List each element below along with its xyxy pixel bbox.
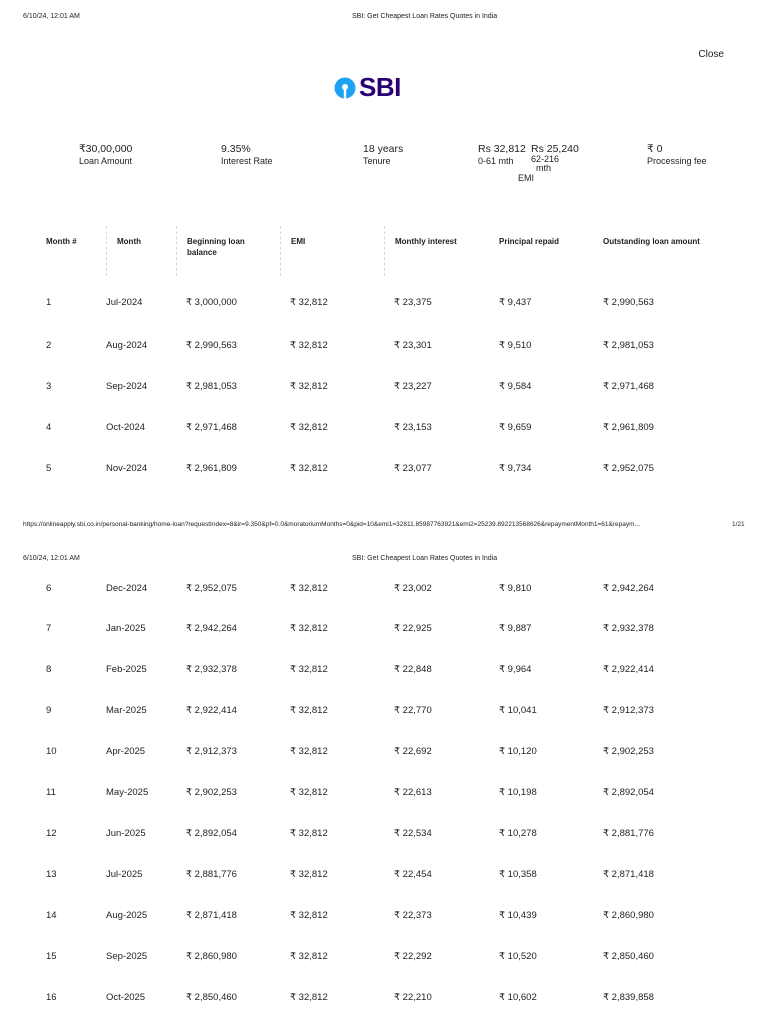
cell-outstanding: ₹ 2,902,253 — [603, 746, 654, 757]
cell-beginning-balance: ₹ 3,000,000 — [186, 297, 237, 308]
cell-emi: ₹ 32,812 — [290, 582, 328, 594]
cell-principal-repaid: ₹ 9,437 — [499, 297, 532, 308]
cell-principal-repaid: ₹ 10,602 — [499, 992, 537, 1003]
cell-month: Jul-2024 — [106, 297, 143, 308]
cell-emi: ₹ 32,812 — [290, 746, 328, 757]
col-header-monthly-interest: Monthly interest — [384, 226, 489, 276]
cell-month-number: 15 — [46, 951, 57, 962]
col-header-beginning-balance: Beginning loan balance — [176, 226, 246, 276]
tenure-label: Tenure — [363, 156, 391, 166]
cell-month: Mar-2025 — [106, 705, 147, 716]
cell-monthly-interest: ₹ 23,077 — [394, 463, 432, 474]
cell-beginning-balance: ₹ 2,881,776 — [186, 869, 237, 880]
cell-month: Aug-2024 — [106, 340, 148, 351]
cell-principal-repaid: ₹ 10,358 — [499, 869, 537, 880]
cell-month: Jul-2025 — [106, 869, 143, 880]
cell-month: Sep-2025 — [106, 951, 148, 962]
cell-month: Jan-2025 — [106, 623, 146, 634]
table-row — [0, 649, 768, 690]
row-spacer — [0, 813, 46, 854]
row-spacer — [0, 936, 46, 977]
cell-month: May-2025 — [106, 787, 149, 798]
cell-beginning-balance: ₹ 2,871,418 — [186, 910, 237, 921]
row-spacer — [0, 568, 46, 608]
print-page-number: 1/21 — [732, 521, 745, 528]
cell-emi: ₹ 32,812 — [290, 340, 328, 351]
print-footer-url: https://onlineapply.sbi.co.in/personal-banking/home-loan?requestIndex=8&ir=9.350&pf=0.0&moratoriumMonths=0&pid=10&emi1=32811.85987763921&emi2=25239.892213568626&repaymentMonth1=61&repaym... — [23, 521, 640, 528]
cell-emi: ₹ 32,812 — [290, 297, 328, 308]
table-header-row — [0, 226, 768, 280]
loan-amount-summary — [79, 143, 132, 167]
row-spacer — [0, 366, 46, 407]
cell-month: Oct-2024 — [106, 422, 146, 433]
emi-1-summary — [478, 143, 526, 167]
row-spacer — [0, 977, 46, 1018]
cell-principal-repaid: ₹ 10,278 — [499, 828, 537, 839]
cell-month-number: 7 — [46, 623, 52, 634]
table-row — [0, 690, 768, 731]
cell-month-number: 9 — [46, 705, 52, 716]
cell-month-number: 6 — [46, 582, 52, 594]
cell-monthly-interest: ₹ 23,227 — [394, 381, 432, 392]
cell-emi: ₹ 32,812 — [290, 664, 328, 675]
print-datetime: 6/10/24, 12:01 AM — [23, 13, 80, 20]
cell-monthly-interest: ₹ 22,534 — [394, 828, 432, 839]
table-row — [0, 772, 768, 813]
cell-month-number: 14 — [46, 910, 57, 921]
interest-rate-label: Interest Rate — [221, 156, 273, 166]
cell-month-number: 13 — [46, 869, 57, 880]
cell-outstanding: ₹ 2,871,418 — [603, 869, 654, 880]
cell-monthly-interest: ₹ 22,292 — [394, 951, 432, 962]
emi-2-summary — [531, 143, 579, 173]
cell-outstanding: ₹ 2,932,378 — [603, 623, 654, 634]
cell-beginning-balance: ₹ 2,971,468 — [186, 422, 237, 433]
cell-monthly-interest: ₹ 22,210 — [394, 992, 432, 1003]
cell-beginning-balance: ₹ 2,912,373 — [186, 746, 237, 757]
cell-monthly-interest: ₹ 23,375 — [394, 297, 432, 308]
cell-monthly-interest: ₹ 22,613 — [394, 787, 432, 798]
cell-monthly-interest: ₹ 22,454 — [394, 869, 432, 880]
cell-outstanding: ₹ 2,912,373 — [603, 705, 654, 716]
table-row — [0, 608, 768, 649]
cell-principal-repaid: ₹ 10,041 — [499, 705, 537, 716]
cell-beginning-balance: ₹ 2,850,460 — [186, 992, 237, 1003]
cell-outstanding: ₹ 2,922,414 — [603, 664, 654, 675]
tenure-value: 18 years — [363, 143, 404, 155]
cell-beginning-balance: ₹ 2,860,980 — [186, 951, 237, 962]
cell-month-number: 1 — [46, 297, 52, 308]
cell-monthly-interest: ₹ 23,002 — [394, 582, 432, 594]
cell-month-number: 2 — [46, 340, 52, 351]
cell-month: Aug-2025 — [106, 910, 148, 921]
close-button[interactable]: Close — [698, 49, 724, 60]
cell-emi: ₹ 32,812 — [290, 463, 328, 474]
cell-outstanding: ₹ 2,961,809 — [603, 422, 654, 433]
cell-beginning-balance: ₹ 2,902,253 — [186, 787, 237, 798]
col-header-principal-repaid: Principal repaid — [499, 237, 560, 246]
cell-month: Sep-2024 — [106, 381, 148, 392]
cell-emi: ₹ 32,812 — [290, 787, 328, 798]
cell-principal-repaid: ₹ 9,510 — [499, 340, 532, 351]
row-spacer — [0, 772, 46, 813]
table-row — [0, 895, 768, 936]
cell-principal-repaid: ₹ 10,198 — [499, 787, 537, 798]
row-spacer — [0, 448, 46, 489]
cell-monthly-interest: ₹ 23,301 — [394, 340, 432, 351]
cell-emi: ₹ 32,812 — [290, 705, 328, 716]
sbi-keyhole-icon — [334, 77, 356, 99]
cell-month: Feb-2025 — [106, 664, 147, 675]
cell-emi: ₹ 32,812 — [290, 381, 328, 392]
cell-emi: ₹ 32,812 — [290, 910, 328, 921]
cell-month: Oct-2025 — [106, 992, 146, 1003]
col-header-month: Month — [106, 226, 176, 276]
row-spacer — [0, 731, 46, 772]
cell-emi: ₹ 32,812 — [290, 951, 328, 962]
cell-month-number: 10 — [46, 746, 57, 757]
table-row — [0, 854, 768, 895]
table-row — [0, 568, 768, 608]
cell-month: Jun-2025 — [106, 828, 146, 839]
loan-amount-value: ₹30,00,000 — [79, 143, 133, 155]
cell-month-number: 4 — [46, 422, 52, 433]
table-row — [0, 325, 768, 366]
emi-2-value: Rs 25,240 — [531, 143, 579, 155]
interest-rate-value: 9.35% — [221, 143, 251, 155]
cell-principal-repaid: ₹ 9,584 — [499, 381, 532, 392]
col-header-emi: EMI — [280, 226, 384, 276]
cell-month-number: 11 — [46, 787, 56, 798]
table-row — [0, 366, 768, 407]
table-row — [0, 813, 768, 854]
table-row — [0, 280, 768, 325]
amortization-table-page-2 — [0, 568, 768, 1018]
table-row — [0, 731, 768, 772]
cell-principal-repaid: ₹ 10,120 — [499, 746, 537, 757]
processing-fee-label: Processing fee — [647, 156, 707, 166]
cell-outstanding: ₹ 2,892,054 — [603, 787, 654, 798]
cell-monthly-interest: ₹ 22,373 — [394, 910, 432, 921]
table-row — [0, 977, 768, 1018]
row-spacer — [0, 280, 46, 325]
cell-principal-repaid: ₹ 9,810 — [499, 582, 532, 594]
cell-month-number: 12 — [46, 828, 57, 839]
sbi-wordmark: SBI — [359, 72, 401, 102]
cell-month-number: 5 — [46, 463, 52, 474]
cell-month-number: 3 — [46, 381, 52, 392]
print-datetime-page-2: 6/10/24, 12:01 AM — [23, 555, 80, 562]
table-row — [0, 936, 768, 977]
emi-1-range: 0-61 mth — [478, 156, 514, 166]
cell-month-number: 16 — [46, 992, 57, 1003]
row-spacer — [0, 690, 46, 731]
cell-beginning-balance: ₹ 2,892,054 — [186, 828, 237, 839]
cell-beginning-balance: ₹ 2,981,053 — [186, 381, 237, 392]
cell-outstanding: ₹ 2,881,776 — [603, 828, 654, 839]
tenure-summary — [363, 143, 403, 167]
cell-principal-repaid: ₹ 9,887 — [499, 623, 532, 634]
print-page-title: SBI: Get Cheapest Loan Rates Quotes in India — [352, 13, 498, 20]
emi-2-range-a: 62-216 — [531, 154, 560, 164]
cell-outstanding: ₹ 2,952,075 — [603, 463, 654, 474]
cell-principal-repaid: ₹ 10,520 — [499, 951, 537, 962]
cell-emi: ₹ 32,812 — [290, 422, 328, 433]
processing-fee-value: ₹ 0 — [647, 143, 663, 155]
row-spacer — [0, 407, 46, 448]
cell-monthly-interest: ₹ 23,153 — [394, 422, 432, 433]
table-row — [0, 407, 768, 448]
cell-month: Apr-2025 — [106, 746, 146, 757]
print-page-title-page-2: SBI: Get Cheapest Loan Rates Quotes in India — [352, 555, 498, 562]
col-header-month-number: Month # — [46, 237, 77, 246]
cell-beginning-balance: ₹ 2,932,378 — [186, 664, 237, 675]
cell-principal-repaid: ₹ 9,659 — [499, 422, 532, 433]
cell-beginning-balance: ₹ 2,990,563 — [186, 340, 237, 351]
amortization-table-page-1 — [0, 226, 768, 489]
cell-outstanding: ₹ 2,981,053 — [603, 340, 654, 351]
emi-label: EMI — [518, 173, 535, 183]
cell-beginning-balance: ₹ 2,961,809 — [186, 463, 237, 474]
row-spacer — [0, 895, 46, 936]
interest-rate-summary — [221, 143, 273, 167]
row-spacer — [0, 608, 46, 649]
cell-principal-repaid: ₹ 9,964 — [499, 664, 532, 675]
cell-month-number: 8 — [46, 664, 52, 675]
emi-2-range-b: mth — [536, 163, 552, 173]
cell-beginning-balance: ₹ 2,952,075 — [186, 582, 237, 594]
cell-outstanding: ₹ 2,860,980 — [603, 910, 654, 921]
processing-fee-summary — [647, 143, 707, 167]
cell-outstanding: ₹ 2,839,858 — [603, 992, 654, 1003]
cell-principal-repaid: ₹ 10,439 — [499, 910, 537, 921]
cell-monthly-interest: ₹ 22,770 — [394, 705, 432, 716]
emi-1-value: Rs 32,812 — [478, 143, 526, 155]
loan-amount-label: Loan Amount — [79, 156, 133, 166]
cell-emi: ₹ 32,812 — [290, 623, 328, 634]
row-spacer — [0, 325, 46, 366]
cell-emi: ₹ 32,812 — [290, 869, 328, 880]
cell-month: Nov-2024 — [106, 463, 148, 474]
row-spacer — [0, 854, 46, 895]
cell-monthly-interest: ₹ 22,925 — [394, 623, 432, 634]
cell-outstanding: ₹ 2,850,460 — [603, 951, 654, 962]
cell-month: Dec-2024 — [106, 582, 148, 594]
cell-emi: ₹ 32,812 — [290, 828, 328, 839]
row-spacer — [0, 649, 46, 690]
table-row — [0, 448, 768, 489]
col-header-outstanding: Outstanding loan amount — [603, 237, 700, 246]
cell-principal-repaid: ₹ 9,734 — [499, 463, 532, 474]
cell-monthly-interest: ₹ 22,692 — [394, 746, 432, 757]
cell-emi: ₹ 32,812 — [290, 992, 328, 1003]
cell-outstanding: ₹ 2,942,264 — [603, 582, 654, 594]
cell-outstanding: ₹ 2,990,563 — [603, 297, 654, 308]
cell-monthly-interest: ₹ 22,848 — [394, 664, 432, 675]
cell-beginning-balance: ₹ 2,942,264 — [186, 623, 237, 634]
sbi-logo — [334, 72, 401, 103]
cell-outstanding: ₹ 2,971,468 — [603, 381, 654, 392]
cell-beginning-balance: ₹ 2,922,414 — [186, 705, 237, 716]
